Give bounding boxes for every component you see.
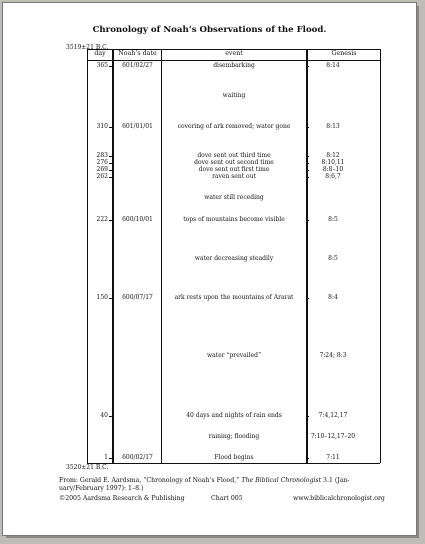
day-value: 310 [96, 123, 108, 130]
event-label: waiting [222, 92, 246, 99]
genesis-ref: 8:5 [328, 216, 338, 223]
day-value: 269 [96, 166, 108, 173]
event-label: covering of ark removed; water gone [177, 123, 291, 130]
genesis-ref: 7:4,12,17 [318, 412, 348, 419]
day-value: 40 [100, 412, 108, 419]
chart-page [2, 2, 417, 536]
genesis-ref: 8:5 [328, 255, 338, 262]
right-border [380, 49, 381, 463]
copyright: ©2005 Aardsma Research & Publishing [59, 495, 185, 502]
genesis-ref: 7:24; 8:3 [319, 352, 347, 359]
event-label: water “prevailed” [206, 352, 262, 359]
noahs-date: 600/10/01 [122, 216, 153, 223]
header-day: day [94, 50, 106, 57]
table-bottom-border [87, 463, 380, 464]
day-value: 1 [104, 454, 108, 461]
event-label: 40 days and nights of rain ends [186, 412, 282, 419]
day-axis-line [112, 49, 114, 463]
genesis-ref: 7:10–12,17–20 [310, 433, 356, 440]
citation-volume: 3.1 (Jan- [323, 477, 350, 484]
event-label: ark rests upon the mountains of Ararat [174, 294, 294, 301]
event-label: Flood begins [214, 454, 254, 461]
day-tick [109, 127, 112, 128]
day-value: 276 [96, 159, 108, 166]
event-label: dove sent out second time [194, 159, 274, 166]
event-label: tops of mountains become visible [183, 216, 285, 223]
event-label: disembarking [213, 62, 255, 69]
genesis-ref: 8:12 [326, 152, 340, 159]
date-top: 3519±21 B.C. [66, 44, 109, 51]
day-tick [109, 298, 112, 299]
genesis-ref: 8:13 [326, 123, 340, 130]
day-value: 365 [96, 62, 108, 69]
event-label: water decreasing steadily [194, 255, 274, 262]
genesis-ref: 8:8–10 [322, 166, 344, 173]
genesis-ref: 7:11 [326, 454, 340, 461]
genesis-ref: 8:14 [326, 62, 340, 69]
event-label: dove sent out third time [197, 152, 271, 159]
day-tick [109, 156, 112, 157]
header-divider [87, 60, 380, 61]
noahs-date: 600/07/17 [122, 294, 153, 301]
noahs-date: 601/01/01 [122, 123, 153, 130]
day-tick [109, 170, 112, 171]
header-noahs-date: Noah’s date [118, 50, 157, 57]
citation-journal: The Biblical Chronologist [241, 477, 322, 484]
website: www.biblicalchronologist.org [293, 495, 385, 502]
genesis-ref: 8:6,7 [325, 173, 341, 180]
day-tick [109, 163, 112, 164]
header-event: event [225, 50, 243, 57]
day-value: 150 [96, 294, 108, 301]
day-tick [109, 177, 112, 178]
genesis-ref: 8:10,11 [321, 159, 345, 166]
event-label: water still receding [204, 194, 264, 201]
noahs-date: 600/02/17 [122, 454, 153, 461]
day-tick [109, 66, 112, 67]
day-tick [109, 458, 112, 459]
day-tick [109, 220, 112, 221]
citation [59, 477, 350, 485]
event-label: dove sent out first time [198, 166, 270, 173]
header-genesis: Genesis [331, 50, 357, 57]
date-bottom: 3520±21 B.C. [66, 464, 109, 471]
chart-number: Chart 005 [211, 495, 243, 502]
genesis-ref: 8:4 [328, 294, 338, 301]
left-border [87, 49, 88, 463]
noahs-date: 601/02/27 [122, 62, 153, 69]
event-label: raining; flooding [208, 433, 260, 440]
chart-title: Chronology of Noah’s Observations of the Flood. [92, 25, 327, 35]
from-label: From: [59, 477, 78, 484]
citation-article: Gerald E. Aardsma, “Chronology of Noah’s Flood,” [79, 477, 240, 484]
day-tick [109, 416, 112, 417]
day-value: 262 [96, 173, 108, 180]
day-value: 283 [96, 152, 108, 159]
event-label: raven sent out [212, 173, 256, 180]
day-value: 222 [96, 216, 108, 223]
citation-continued: uary/February 1997): 1–8.) [59, 485, 144, 492]
